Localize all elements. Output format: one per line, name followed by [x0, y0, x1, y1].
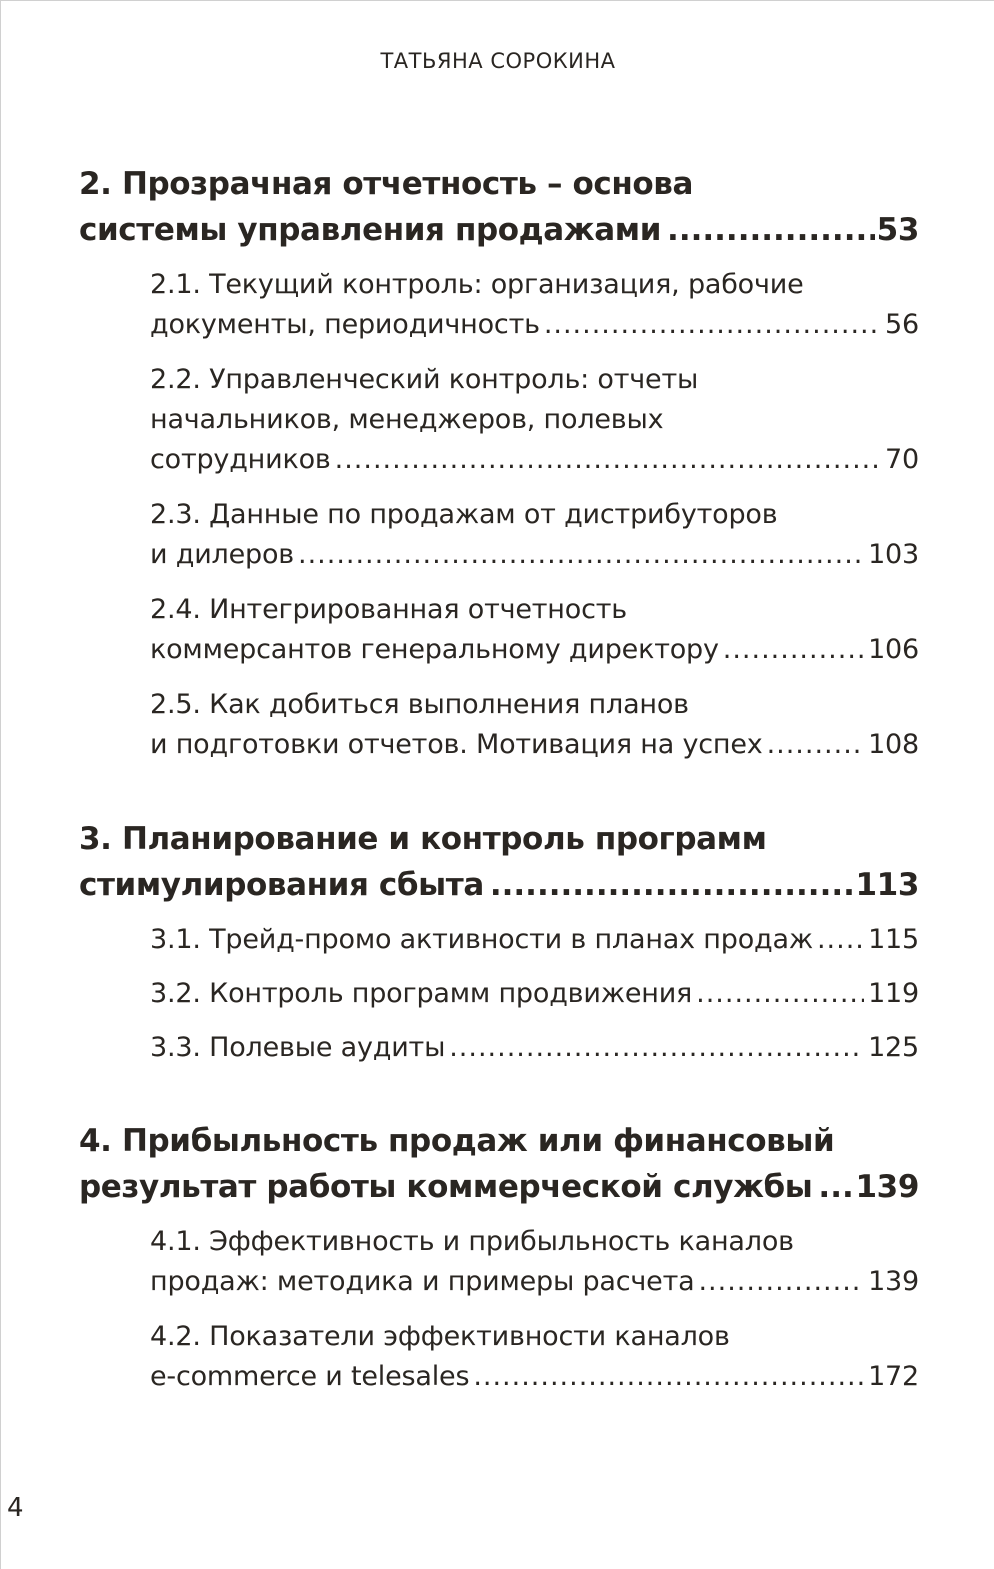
dot-leader — [298, 535, 864, 575]
dot-leader — [335, 440, 881, 480]
chapter-title-line: стимулирования сбыта — [79, 867, 484, 903]
section-entry-line — [150, 1028, 919, 1068]
section-title-line: коммерсантов генеральному директору — [150, 634, 719, 665]
dot-leader — [544, 305, 881, 345]
toc-section — [150, 685, 919, 765]
page-ref: 70 — [885, 444, 919, 475]
toc-chapter — [79, 816, 919, 908]
page-ref: 108 — [868, 729, 919, 760]
page-ref: 115 — [868, 924, 919, 955]
section-title-line: 3.3. Полевые аудиты — [150, 1032, 446, 1063]
spacer — [79, 1082, 919, 1118]
toc-sections — [79, 920, 919, 1068]
toc-section — [150, 920, 919, 960]
section-entry-line — [150, 1357, 919, 1397]
page-number: 4 — [7, 1493, 24, 1523]
page-ref: 113 — [855, 867, 919, 903]
chapter-entry-line — [79, 862, 919, 908]
section-title-line: 2.1. Текущий контроль: организация, рабочие — [150, 269, 804, 300]
section-title-line: сотрудников — [150, 444, 331, 475]
chapter-title-line: 3. Планирование и контроль программ — [79, 821, 767, 857]
toc-section — [150, 590, 919, 670]
section-title-line: продаж: методика и примеры расчета — [150, 1266, 695, 1297]
section-title-line: 3.2. Контроль программ продвижения — [150, 978, 693, 1009]
section-entry-line — [150, 1262, 919, 1302]
dot-leader — [696, 974, 864, 1014]
toc-section — [150, 974, 919, 1014]
section-entry-line — [150, 440, 919, 480]
page-ref: 139 — [855, 1169, 919, 1205]
chapter-title-line: результат работы коммерческой службы — [79, 1169, 813, 1205]
section-entry-line — [150, 725, 919, 765]
section-title-line: e-commerce и telesales — [150, 1361, 470, 1392]
toc-section — [150, 360, 919, 480]
section-title-line: 4.1. Эффективность и прибыльность каналов — [150, 1226, 794, 1257]
section-title-line: 2.2. Управленческий контроль: отчеты — [150, 364, 699, 395]
running-head: ТАТЬЯНА СОРОКИНА — [380, 49, 616, 73]
section-entry-line — [150, 535, 919, 575]
dot-leader — [817, 920, 864, 960]
toc-sections — [79, 1222, 919, 1397]
page-ref: 139 — [868, 1266, 919, 1297]
section-title-line: 3.1. Трейд-промо активности в планах продаж — [150, 924, 813, 955]
page-ref: 53 — [876, 212, 919, 248]
toc-section — [150, 265, 919, 345]
page-ref: 56 — [885, 309, 919, 340]
section-title-line: начальников, менеджеров, полевых — [150, 404, 664, 435]
section-title-line: 2.4. Интегрированная отчетность — [150, 594, 627, 625]
spacer — [79, 780, 919, 816]
dot-leader — [723, 630, 864, 670]
section-title-line: и дилеров — [150, 539, 294, 570]
toc-section — [150, 495, 919, 575]
chapter-entry-line — [79, 207, 919, 253]
toc-section — [150, 1222, 919, 1302]
section-title-line: 2.5. Как добиться выполнения планов — [150, 689, 689, 720]
chapter-title-line: системы управления продажами — [79, 212, 662, 248]
dot-leader — [667, 207, 875, 253]
section-entry-line — [150, 305, 919, 345]
page-ref: 125 — [868, 1032, 919, 1063]
toc-chapter — [79, 161, 919, 253]
section-title-line: документы, периодичность — [150, 309, 540, 340]
section-title-line: 2.3. Данные по продажам от дистрибуторов — [150, 499, 778, 530]
section-title-line: и подготовки отчетов. Мотивация на успех — [150, 729, 763, 760]
chapter-title-line: 4. Прибыльность продаж или финансовый — [79, 1123, 835, 1159]
chapter-entry-line — [79, 1164, 919, 1210]
chapter-title-line: 2. Прозрачная отчетность – основа — [79, 166, 694, 202]
page-ref: 103 — [868, 539, 919, 570]
page-ref: 172 — [868, 1361, 919, 1392]
dot-leader — [698, 1262, 864, 1302]
section-entry-line — [150, 920, 919, 960]
toc-sections — [79, 265, 919, 765]
section-title-line: 4.2. Показатели эффективности каналов — [150, 1321, 730, 1352]
page-ref: 106 — [868, 634, 919, 665]
section-entry-line — [150, 974, 919, 1014]
dot-leader — [473, 1357, 864, 1397]
dot-leader — [449, 1028, 864, 1068]
table-of-contents — [79, 161, 919, 1412]
page-ref: 119 — [868, 978, 919, 1009]
dot-leader — [767, 725, 865, 765]
section-entry-line — [150, 630, 919, 670]
dot-leader — [490, 862, 854, 908]
dot-leader — [818, 1164, 853, 1210]
toc-section — [150, 1028, 919, 1068]
toc-section — [150, 1317, 919, 1397]
toc-chapter — [79, 1118, 919, 1210]
